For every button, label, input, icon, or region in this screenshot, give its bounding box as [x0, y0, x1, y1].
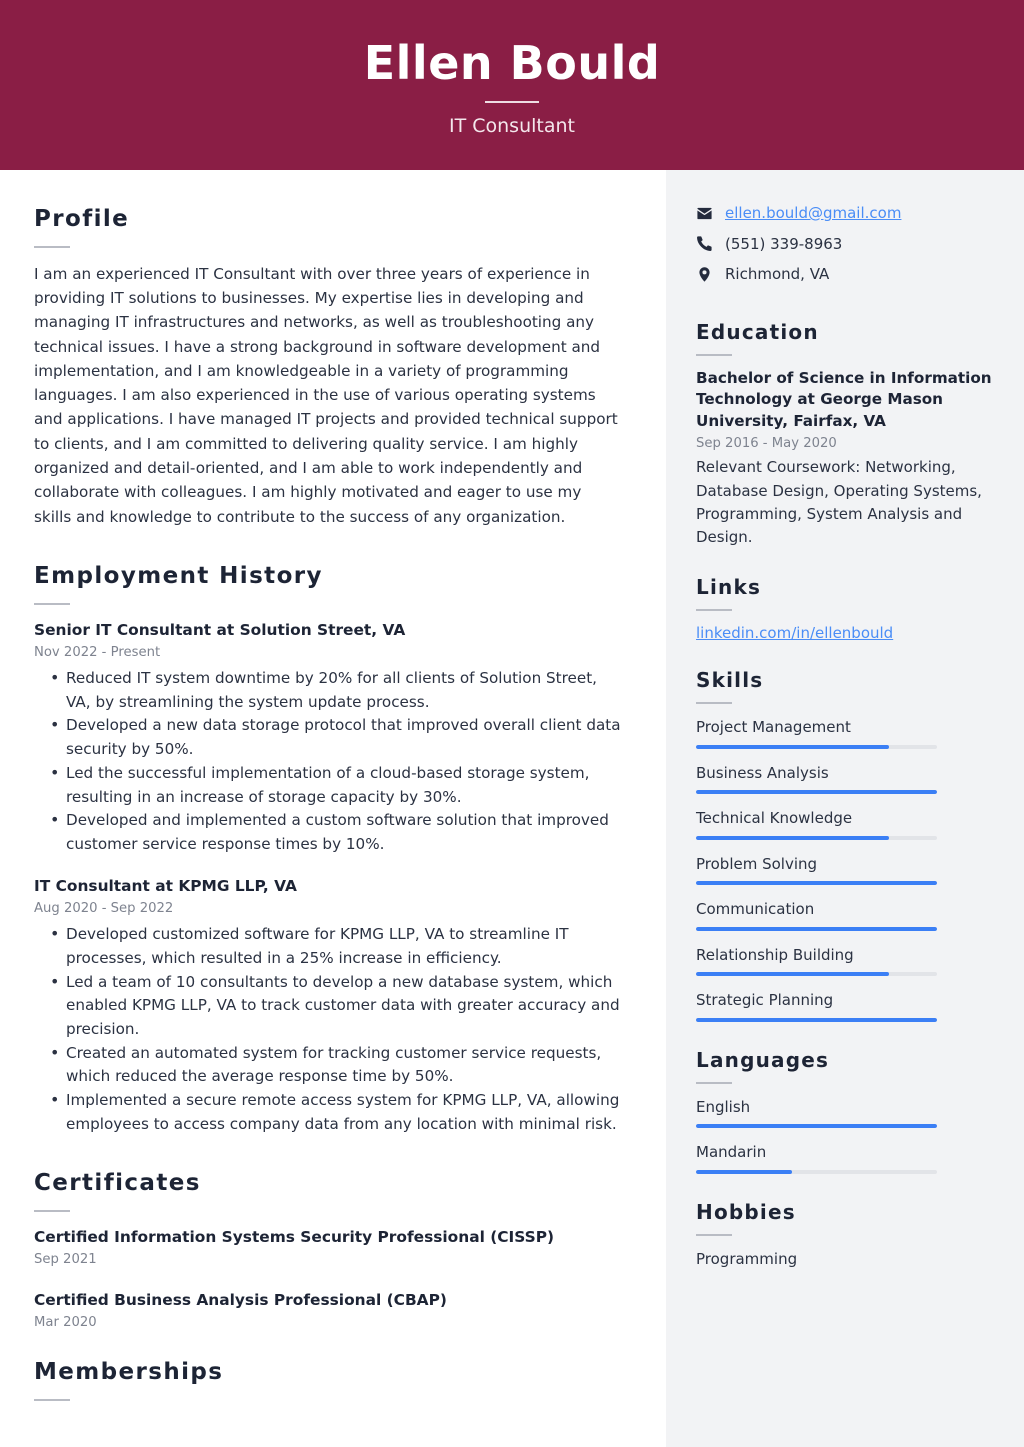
skill-item: [696, 989, 992, 1022]
job-title: IT Consultant at KPMG LLP, VA: [34, 876, 297, 895]
skill-bar-track: [696, 972, 937, 976]
list-item: • Led a team of 10 consultants to develop a new database system, which enabled KPMG LLP, VA to track customer data with greater accuracy and precision.: [34, 971, 622, 1042]
sidebar-column: [666, 170, 1024, 1447]
header-divider: [485, 101, 539, 103]
skill-item: [696, 762, 992, 795]
skill-item: [696, 898, 992, 931]
list-item: • Reduced IT system downtime by 20% for all clients of Solution Street, VA, by streamlining the system update process.: [34, 667, 622, 714]
section-employment-history: [34, 563, 622, 1136]
certificate-date: Mar 2020: [34, 1314, 97, 1330]
list-item: • Implemented a secure remote access system for KPMG LLP, VA, allowing employees to access company data from any location with minimal risk.: [34, 1089, 622, 1136]
contact-email-value[interactable]: ellen.bould@gmail.com: [725, 204, 902, 222]
language-item: [696, 1096, 992, 1129]
phone-icon: [696, 235, 713, 252]
skill-label: Relationship Building: [696, 945, 854, 964]
list-item: • Created an automated system for tracking customer service requests, which reduced the average response time by 50%.: [34, 1042, 622, 1089]
list-item: • Developed a new data storage protocol that improved overall client data security by 50%.: [34, 714, 622, 761]
skill-label: Technical Knowledge: [696, 809, 853, 828]
language-bar-track: [696, 1170, 937, 1174]
section-divider: [34, 246, 70, 248]
section-heading-profile: Profile: [34, 206, 130, 232]
section-divider: [34, 1399, 70, 1401]
section-divider: [34, 603, 70, 605]
profile-text: I am an experienced IT Consultant with over three years of experience in providing IT solutions to businesses. My expertise lies in developing and managing IT infrastructures and networks, as well as troubleshooting any technical issues. I have a strong background in software development and implementation, and I am knowledgeable in a variety of programming languages. I am also experienced in the use of various operating systems and applications. I have managed IT projects and provided technical support to clients, and I am committed to delivering quality service. I am highly organized and detail-oriented, and I am able to work independently and collaborate with colleagues. I am highly motivated and eager to use my skills and knowledge to contribute to the success of any organization.: [34, 264, 618, 526]
list-item: • Led the successful implementation of a cloud-based storage system, resulting in an increase of storage capacity by 30%.: [34, 762, 622, 809]
certificate-date: Sep 2021: [34, 1252, 97, 1268]
language-item: [696, 1141, 992, 1174]
envelope-icon: [696, 205, 713, 222]
skill-label: Communication: [696, 900, 815, 919]
skill-bar-track: [696, 745, 937, 749]
skill-item: [696, 944, 992, 977]
job-entry: [34, 619, 622, 857]
skill-bar-fill: [696, 927, 937, 931]
section-heading-certificates: Certificates: [34, 1170, 201, 1197]
skill-label: Problem Solving: [696, 854, 818, 873]
skill-bar-fill: [696, 790, 937, 794]
skill-label: Strategic Planning: [696, 991, 834, 1010]
skill-item: [696, 853, 992, 886]
contact-location: [696, 263, 992, 286]
list-item: • Developed customized software for KPMG LLP, VA to streamline IT processes, which resulted in a 25% increase in efficiency.: [34, 923, 622, 970]
section-memberships: [34, 1359, 622, 1401]
main-column: [0, 170, 666, 1447]
section-divider: [696, 354, 732, 356]
section-hobbies: [696, 1200, 992, 1271]
skill-bar-track: [696, 1018, 937, 1022]
contact-phone-value: (551) 339-8963: [725, 234, 843, 253]
skill-bar-track: [696, 927, 937, 931]
education-description: Relevant Coursework: Networking, Database Design, Operating Systems, Programming, System Analysis and Design.: [696, 458, 982, 547]
link-label[interactable]: linkedin.com/in/ellenbould: [696, 624, 894, 643]
skill-label: Project Management: [696, 718, 851, 737]
section-divider: [34, 1210, 70, 1212]
page-title: Ellen Bould: [363, 35, 661, 90]
education-title: Bachelor of Science in Information Technology at George Mason University, Fairfax, VA: [696, 368, 992, 430]
section-education: [696, 320, 992, 550]
section-heading-employment: Employment History: [34, 563, 323, 590]
skill-item: [696, 807, 992, 840]
contact-email[interactable]: [696, 202, 992, 225]
job-date: Aug 2020 - Sep 2022: [34, 901, 174, 917]
section-divider: [696, 702, 732, 704]
job-date: Nov 2022 - Present: [34, 644, 161, 660]
job-entry: [34, 875, 622, 1137]
skill-item: [696, 716, 992, 749]
skill-bar-fill: [696, 745, 889, 749]
skill-label: Business Analysis: [696, 763, 829, 782]
section-heading-languages: Languages: [696, 1047, 830, 1072]
skill-bar-fill: [696, 972, 889, 976]
section-links: [696, 575, 992, 642]
header-job-title: IT Consultant: [449, 115, 575, 138]
section-heading-links: Links: [696, 575, 762, 600]
job-bullet-list: [34, 667, 622, 857]
section-divider: [696, 609, 732, 611]
language-label: Mandarin: [696, 1143, 767, 1162]
section-divider: [696, 1082, 732, 1084]
language-bar-fill: [696, 1124, 937, 1128]
skill-bar-fill: [696, 881, 937, 885]
resume-header: [0, 0, 1024, 170]
language-bar-track: [696, 1124, 937, 1128]
section-certificates: [34, 1170, 622, 1333]
skill-bar-fill: [696, 836, 889, 840]
language-label: English: [696, 1097, 751, 1116]
language-bar-fill: [696, 1170, 792, 1174]
section-profile: [34, 206, 622, 529]
contact-phone: [696, 233, 992, 256]
skill-bar-track: [696, 881, 937, 885]
skill-bar-track: [696, 836, 937, 840]
job-title: Senior IT Consultant at Solution Street, VA: [34, 620, 406, 639]
section-heading-skills: Skills: [696, 668, 764, 693]
section-skills: [696, 668, 992, 1022]
location-pin-icon: [696, 266, 713, 283]
skill-bar-fill: [696, 1018, 937, 1022]
contact-location-value: Richmond, VA: [725, 265, 830, 283]
resume-body: [0, 170, 1024, 1447]
hobby-text: Programming: [696, 1249, 798, 1268]
section-heading-memberships: Memberships: [34, 1358, 224, 1385]
skill-bar-track: [696, 790, 937, 794]
section-heading-education: Education: [696, 319, 819, 344]
education-date: Sep 2016 - May 2020: [696, 436, 837, 452]
section-languages: [696, 1048, 992, 1174]
certificate-title: Certified Information Systems Security Professional (CISSP): [34, 1228, 555, 1247]
certificate-entry: [34, 1289, 622, 1333]
link-item[interactable]: [696, 623, 992, 642]
certificate-title: Certified Business Analysis Professional (CBAP): [34, 1290, 447, 1309]
list-item: • Developed and implemented a custom software solution that improved customer service response times by 10%.: [34, 809, 622, 856]
job-bullet-list: [34, 923, 622, 1136]
section-divider: [696, 1234, 732, 1236]
contact-list: [696, 202, 992, 286]
section-heading-hobbies: Hobbies: [696, 1199, 796, 1224]
certificate-entry: [34, 1226, 622, 1270]
